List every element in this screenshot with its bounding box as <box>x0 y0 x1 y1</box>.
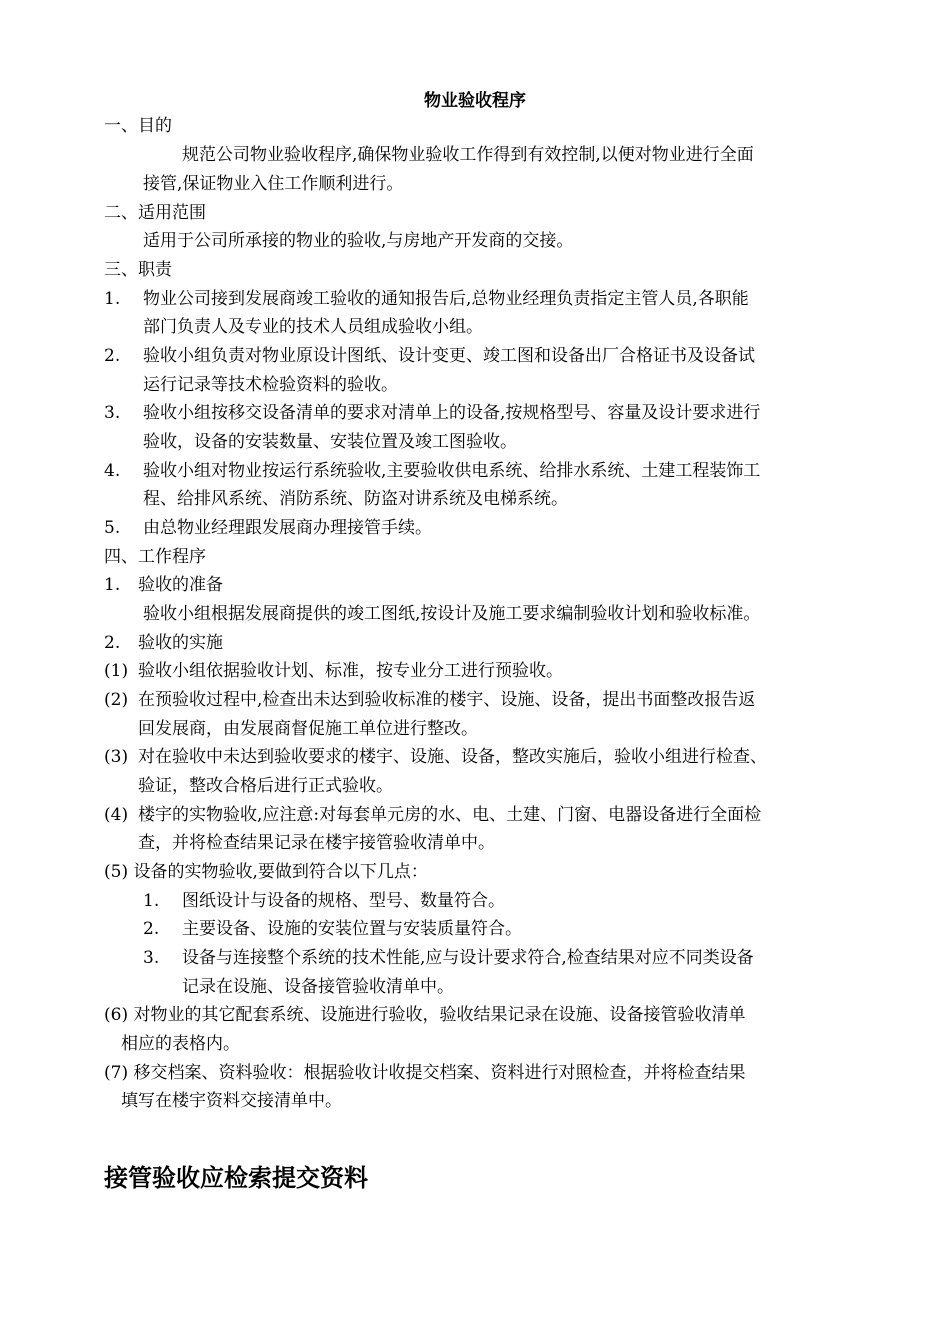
list-item-line: 验收小组负责对物业原设计图纸、设计变更、竣工图和设备出厂合格证书及设备试 <box>143 346 755 366</box>
list-item-line: 验收小组依据验收计划、标准，按专业分工进行预验收。 <box>138 661 563 681</box>
list-item-line: 设备与连接整个系统的技术性能,应与设计要求符合,检查结果对应不同类设备 <box>182 948 754 968</box>
list-number: (2) <box>104 690 129 710</box>
section-heading-handover-documents: 接管验收应检索提交资料 <box>104 1164 368 1192</box>
list-item-line: 在预验收过程中,检查出未达到验收标准的楼宇、设施、设备，提出书面整改报告返 <box>138 690 756 710</box>
subsection-label: 验收的准备 <box>138 575 223 595</box>
list-item-line: (5) 设备的实物验收,要做到符合以下几点： <box>104 862 428 882</box>
list-item-line: 对在验收中未达到验收要求的楼宇、设施、设备，整改实施后，验收小组进行检查、 <box>138 747 767 767</box>
list-number: 2. <box>104 633 121 653</box>
section-heading-purpose: 一、目的 <box>104 116 172 136</box>
list-item-line: 验收小组按移交设备清单的要求对清单上的设备,按规格型号、容量及设计要求进行 <box>143 403 761 423</box>
list-item-line: (6) 对物业的其它配套系统、设施进行验收，验收结果记录在设施、设备接管验收清单 <box>104 1005 746 1025</box>
list-item-line: 程、给排风系统、消防系统、防盗对讲系统及电梯系统。 <box>143 489 568 509</box>
list-item-line: 验收，设备的安装数量、安装位置及竣工图验收。 <box>143 432 517 452</box>
section-heading-duties: 三、职责 <box>104 260 172 280</box>
section-heading-procedure: 四、工作程序 <box>104 547 206 567</box>
list-number: 5. <box>104 518 121 538</box>
list-number: 2. <box>104 346 121 366</box>
section-heading-scope: 二、适用范围 <box>104 203 206 223</box>
list-number: (4) <box>104 805 129 825</box>
list-item-line: 记录在设施、设备接管验收清单中。 <box>182 977 454 997</box>
list-item-line: 回发展商，由发展商督促施工单位进行整改。 <box>138 719 478 739</box>
list-number: (3) <box>104 747 129 767</box>
list-item-line: 图纸设计与设备的规格、型号、数量符合。 <box>182 891 505 911</box>
list-number: 1. <box>104 289 121 309</box>
list-item-line: 由总物业经理跟发展商办理接管手续。 <box>143 518 432 538</box>
list-item-line: 填写在楼宇资料交接清单中。 <box>121 1091 342 1111</box>
list-item-line: 验证，整改合格后进行正式验收。 <box>138 776 393 796</box>
paragraph-line: 规范公司物业验收程序,确保物业验收工作得到有效控制,以便对物业进行全面 <box>182 145 754 165</box>
list-number: (1) <box>104 661 129 681</box>
paragraph-line: 验收小组根据发展商提供的竣工图纸,按设计及施工要求编制验收计划和验收标准。 <box>143 604 761 624</box>
list-number: 4. <box>104 461 121 481</box>
list-item-line: 物业公司接到发展商竣工验收的通知报告后,总物业经理负责指定主管人员,各职能 <box>143 289 749 309</box>
list-item-line: 运行记录等技术检验资料的验收。 <box>143 375 398 395</box>
subsection-label: 验收的实施 <box>138 633 223 653</box>
list-number: 2. <box>143 919 160 939</box>
list-item-line: (7) 移交档案、资料验收：根据验收计收提交档案、资料进行对照检查，并将检查结果 <box>104 1063 746 1083</box>
list-item-line: 查，并将检查结果记录在楼宇接管验收清单中。 <box>138 833 495 853</box>
list-number: 3. <box>104 403 121 423</box>
list-number: 1. <box>104 575 121 595</box>
list-number: 3. <box>143 948 160 968</box>
document-title: 物业验收程序 <box>424 91 526 111</box>
paragraph-line: 接管,保证物业入住工作顺利进行。 <box>143 174 404 194</box>
paragraph-line: 适用于公司所承接的物业的验收,与房地产开发商的交接。 <box>143 231 574 251</box>
list-item-line: 主要设备、设施的安装位置与安装质量符合。 <box>182 919 522 939</box>
list-item-line: 验收小组对物业按运行系统验收,主要验收供电系统、给排水系统、土建工程装饰工 <box>143 461 761 481</box>
list-item-line: 相应的表格内。 <box>121 1034 240 1054</box>
list-number: 1. <box>143 891 160 911</box>
list-item-line: 楼宇的实物验收,应注意:对每套单元房的水、电、土建、门窗、电器设备进行全面检 <box>138 805 762 825</box>
list-item-line: 部门负责人及专业的技术人员组成验收小组。 <box>143 317 483 337</box>
